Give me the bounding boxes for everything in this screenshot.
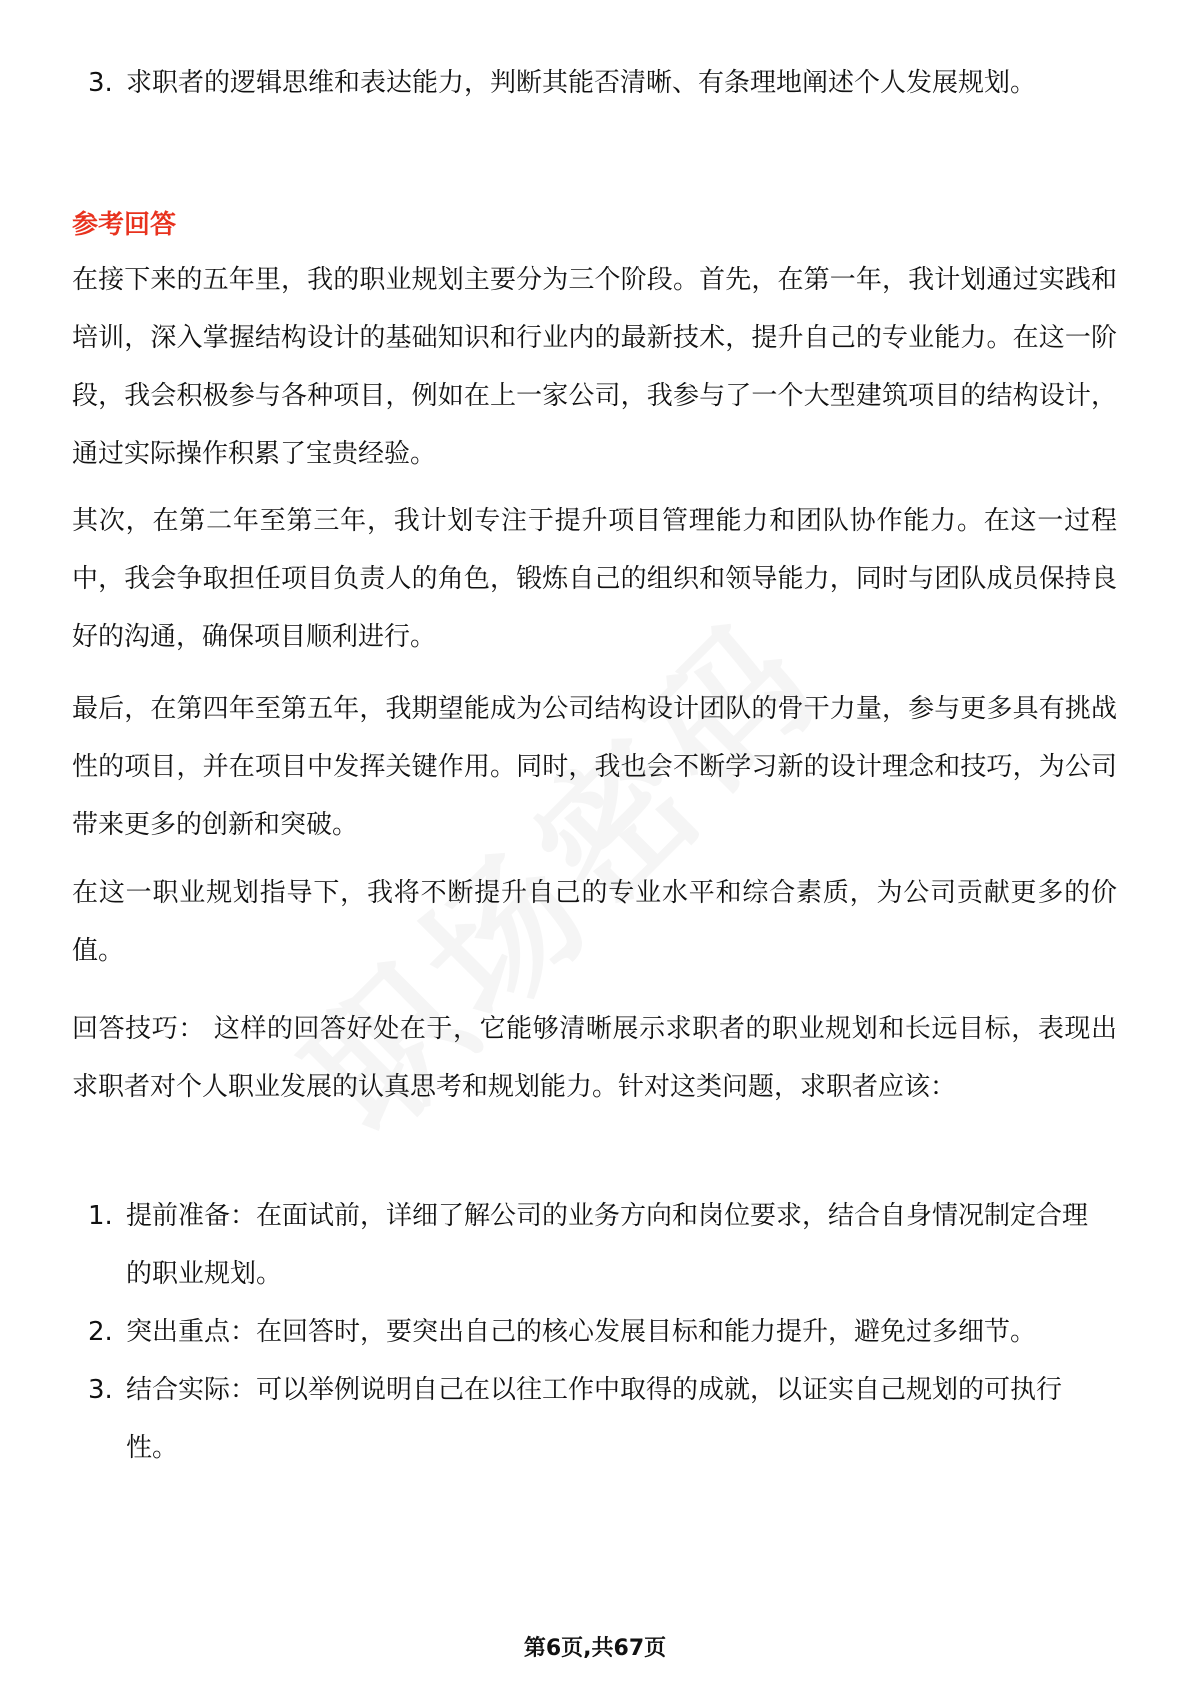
list-item-number: 1. [88, 1201, 113, 1231]
list-item [72, 54, 1112, 112]
tips-list [72, 1187, 1112, 1477]
section-heading: 参考回答 [72, 210, 177, 240]
list-item-text: 突出重点：在回答时，要突出自己的核心发展目标和能力提升，避免过多细节。 [126, 1317, 1037, 1347]
list-item [72, 1303, 1112, 1361]
list-item-number: 3. [88, 68, 113, 98]
answer-paragraph: 在接下来的五年里，我的职业规划主要分为三个阶段。首先，在第一年，我计划通过实践和培训，深入掌握结构设计的基础知识和行业内的最新技术，提升自己的专业能力。在这一阶段，我会积极参与各种项目，例如在上一家公司，我参与了一个大型建筑项目的结构设计，通过实际操作积累了宝贵经验。 [72, 265, 1117, 469]
answer-paragraph: 其次，在第二年至第三年，我计划专注于提升项目管理能力和团队协作能力。在这一过程中，我会争取担任项目负责人的角色，锻炼自己的组织和领导能力，同时与团队成员保持良好的沟通，确保项目顺利进行。 [72, 506, 1117, 652]
list-item-text: 提前准备：在面试前，详细了解公司的业务方向和岗位要求，结合自身情况制定合理的职业规划。 [126, 1201, 1089, 1289]
tips-intro-paragraph: 回答技巧： 这样的回答好处在于，它能够清晰展示求职者的职业规划和长远目标，表现出求职者对个人职业发展的认真思考和规划能力。针对这类问题，求职者应该： [72, 1014, 1117, 1102]
list-item-text: 结合实际：可以举例说明自己在以往工作中取得的成就，以证实自己规划的可执行性。 [126, 1375, 1063, 1463]
list-item [72, 1361, 1112, 1477]
answer-paragraph: 在这一职业规划指导下，我将不断提升自己的专业水平和综合素质，为公司贡献更多的价值。 [72, 878, 1117, 966]
list-item [72, 1187, 1112, 1303]
page-number-footer: 第6页,共67页 [523, 1636, 667, 1661]
list-item-number: 3. [88, 1375, 113, 1405]
list-item-number: 2. [88, 1317, 113, 1347]
answer-paragraph: 最后，在第四年至第五年，我期望能成为公司结构设计团队的骨干力量，参与更多具有挑战性的项目，并在项目中发挥关键作用。同时，我也会不断学习新的设计理念和技巧，为公司带来更多的创新和突破。 [72, 694, 1117, 840]
list-item-text: 求职者的逻辑思维和表达能力，判断其能否清晰、有条理地阐述个人发展规划。 [126, 68, 1037, 98]
evaluation-list [72, 54, 1112, 112]
